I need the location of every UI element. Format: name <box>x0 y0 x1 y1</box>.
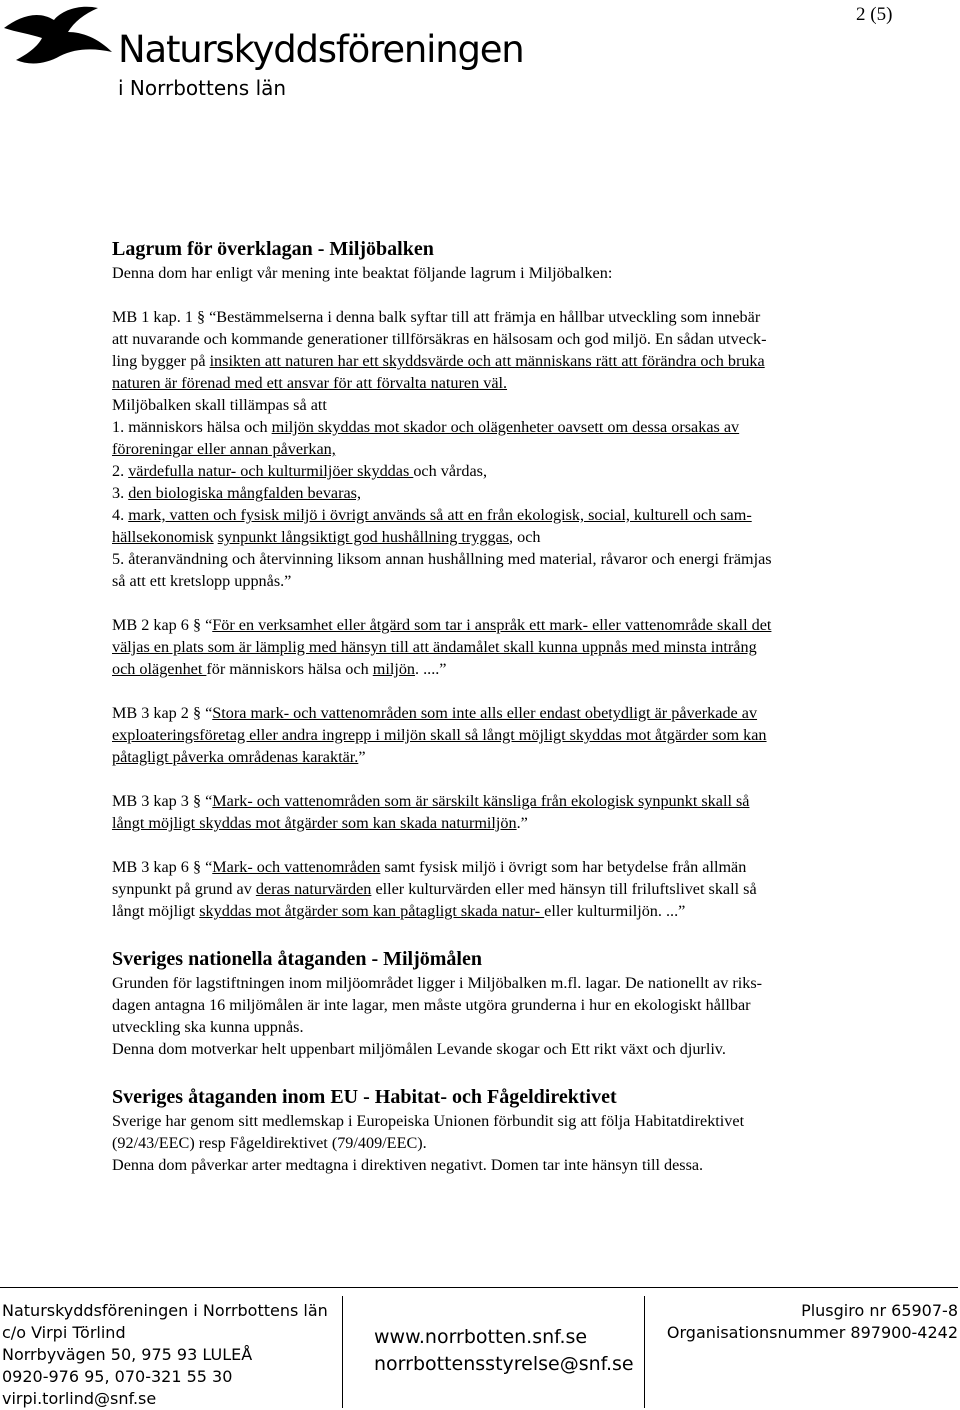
footer-column-divider <box>644 1296 645 1408</box>
list-item: 1. människors hälsa och miljön skyddas mot skador och olägenheter oavsett om dessa orsakas av <box>112 418 740 436</box>
page-number: 2 (5) <box>856 4 893 25</box>
text-line: Denna dom motverkar helt uppenbart miljömålen Levande skogar och Ett rikt växt och djurliv. <box>112 1040 726 1058</box>
bird-icon <box>2 2 114 70</box>
text-line: synpunkt på grund av deras naturvärden eller kulturvärden eller med hänsyn till friluftslivet skall så <box>112 880 757 898</box>
list-item: 5. återanvändning och återvinning liksom annan hushållning med material, råvaror och energi främjas <box>112 550 772 568</box>
section-intro: Denna dom har enligt vår mening inte beaktat följande lagrum i Miljöbalken: <box>112 264 613 282</box>
footer-plusgiro: Plusgiro nr 65907-8 <box>801 1301 958 1320</box>
text-line: Grunden för lagstiftningen inom miljöområdet ligger i Miljöbalken m.fl. lagar. De nationellt av riks- <box>112 974 763 992</box>
text-line: MB 3 kap 2 § “Stora mark- och vattenområden som inte alls eller endast obetydligt är påverkade av <box>112 704 758 722</box>
section-heading-miljobalken: Lagrum för överklagan - Miljöbalken <box>112 238 434 260</box>
footer-email-link[interactable]: virpi.torlind@snf.se <box>2 1389 157 1408</box>
list-item-continuation: hällsekonomisk synpunkt långsiktigt god hushållning tryggas, och <box>112 528 541 546</box>
document-body <box>112 236 864 1176</box>
text-line: långt möjligt skyddas mot åtgärder som kan skada naturmiljön.” <box>112 814 528 832</box>
footer-address: Norrbyvägen 50, 975 93 LULEÅ <box>2 1345 253 1364</box>
logo-wordmark: Naturskyddsföreningen <box>118 28 524 71</box>
text-line: dagen antagna 16 miljömålen är inte lagar, men måste utgöra grunderna i hur en ekologiskt hållbar <box>112 996 751 1014</box>
footer-divider <box>0 1287 958 1288</box>
footer-orgnr: Organisationsnummer 897900-4242 <box>666 1323 958 1342</box>
footer-phone: 0920-976 95, 070-321 55 30 <box>2 1367 233 1386</box>
mb2-paragraph <box>112 614 864 680</box>
text-line: Sverige har genom sitt medlemskap i Europeiska Unionen förbundit sig att följa Habitatdirektivet <box>112 1112 745 1130</box>
organization-logo <box>0 0 560 110</box>
logo-region: i Norrbottens län <box>118 76 287 100</box>
text-line: MB 1 kap. 1 § “Bestämmelserna i denna balk syftar till att främja en hållbar utveckling som innebär <box>112 308 761 326</box>
list-item: 3. den biologiska mångfalden bevaras, <box>112 484 362 502</box>
list-item: 4. mark, vatten och fysisk miljö i övrigt används så att en från ekologisk, social, kulturell och sam- <box>112 506 752 524</box>
text-line: exploateringsföretag eller andra ingrepp i miljön skall så långt möjligt skyddas mot åtgärder som kan <box>112 726 767 744</box>
footer-website-link[interactable]: www.norrbotten.snf.se <box>374 1326 588 1348</box>
text-line: och olägenhet för människors hälsa och miljön. ....” <box>112 660 447 678</box>
footer-web <box>374 1324 634 1378</box>
footer-co: c/o Virpi Törlind <box>2 1323 126 1342</box>
list-item-continuation: så att ett kretslopp uppnås.” <box>112 572 292 590</box>
mb3-3-paragraph <box>112 790 864 834</box>
section-heading-miljomalen: Sveriges nationella åtaganden - Miljömålen <box>112 948 482 970</box>
mb3-2-paragraph <box>112 702 864 768</box>
mb1-paragraph <box>112 306 864 592</box>
footer-column-divider <box>342 1296 343 1408</box>
text-line: MB 2 kap 6 § “För en verksamhet eller åtgärd som tar i anspråk ett mark- eller vattenområde skall det <box>112 616 772 634</box>
list-item-continuation: föroreningar eller annan påverkan, <box>112 440 336 458</box>
footer-contact <box>2 1300 328 1410</box>
text-line: påtagligt påverka områdenas karaktär.” <box>112 748 366 766</box>
text-line: väljas en plats som är lämplig med hänsyn till att ändamålet skall kunna uppnås med minsta intrång <box>112 638 757 656</box>
mb3-6-paragraph <box>112 856 864 922</box>
footer-account <box>667 1300 958 1344</box>
footer-org-name: Naturskyddsföreningen i Norrbottens län <box>2 1301 328 1320</box>
text-line: naturen är förenad med ett ansvar för att förvalta naturen väl. <box>112 374 508 392</box>
text-line: långt möjligt skyddas mot åtgärder som kan påtagligt skada natur- eller kulturmiljön. ...” <box>112 902 686 920</box>
text-line: MB 3 kap 3 § “Mark- och vattenområden som är särskilt känsliga från ekologisk synpunkt skall så <box>112 792 750 810</box>
text-line: (92/43/EEC) resp Fågeldirektivet (79/409/EEC). <box>112 1134 427 1152</box>
text-line: utveckling ska kunna uppnås. <box>112 1018 304 1036</box>
text-line: att nuvarande och kommande generationer tillförsäkras en hälsosam och god miljö. En sådan utveck- <box>112 330 767 348</box>
section-heading-eu-directives: Sveriges åtaganden inom EU - Habitat- och Fågeldirektivet <box>112 1086 617 1108</box>
footer-board-email-link[interactable]: norrbottensstyrelse@snf.se <box>374 1353 634 1375</box>
list-item: 2. värdefulla natur- och kulturmiljöer skyddas och vårdas, <box>112 462 488 480</box>
text-line: ling bygger på insikten att naturen har ett skyddsvärde och att människans rätt att förändra och bruka <box>112 352 765 370</box>
text-line: Miljöbalken skall tillämpas så att <box>112 396 327 414</box>
text-line: Denna dom påverkar arter medtagna i direktiven negativt. Domen tar inte hänsyn till dessa. <box>112 1156 704 1174</box>
text-line: MB 3 kap 6 § “Mark- och vattenområden samt fysisk miljö i övrigt som har betydelse från allmän <box>112 858 747 876</box>
